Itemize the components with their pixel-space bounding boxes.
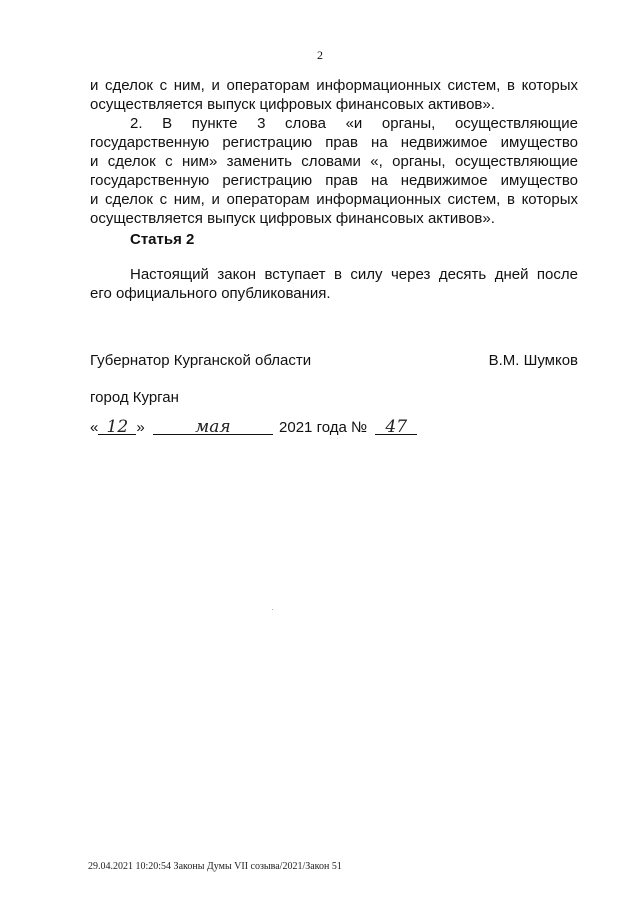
city: город Курган: [90, 389, 179, 406]
text-line: осуществляется выпуск цифровых финансовых активов».: [90, 210, 495, 227]
year-text: 2021 года №: [279, 419, 368, 436]
text-line: и сделок с ним» заменить словами «, органы, осуществляющие: [90, 153, 578, 170]
article-heading: Статья 2: [130, 231, 195, 248]
paragraph-2: [90, 114, 578, 228]
text-line: и сделок с ним, и операторам информационных систем, в которых: [90, 77, 578, 94]
footer-stamp: 29.04.2021 10:20:54 Законы Думы VII созыва/2021/Закон 51: [88, 861, 342, 872]
signature-block: [90, 352, 578, 369]
page-number: 2: [317, 48, 323, 62]
paragraph-3: [90, 265, 578, 303]
signer-title: Губернатор Курганской области: [90, 352, 312, 369]
text-line: и сделок с ним, и операторам информационных систем, в которых: [90, 191, 578, 208]
signer-name: В.М. Шумков: [488, 352, 578, 369]
scan-speck: [272, 609, 273, 610]
day-field: 12: [98, 420, 136, 435]
text-line: 2. В пункте 3 слова «и органы, осуществляющие: [130, 115, 578, 132]
close-quote: »: [136, 419, 145, 436]
text-line: его официального опубликования.: [90, 285, 331, 302]
law-number-field: 47: [375, 420, 417, 435]
text-line: государственную регистрацию прав на недвижимое имущество: [90, 134, 578, 151]
date-line: [90, 419, 417, 436]
text-line: государственную регистрацию прав на недвижимое имущество: [90, 172, 578, 189]
text-line: осуществляется выпуск цифровых финансовых активов».: [90, 96, 495, 113]
paragraph-1: [90, 76, 578, 114]
month-field: мая: [153, 420, 273, 435]
open-quote: «: [90, 419, 99, 436]
text-line: Настоящий закон вступает в силу через десять дней после: [130, 266, 578, 283]
